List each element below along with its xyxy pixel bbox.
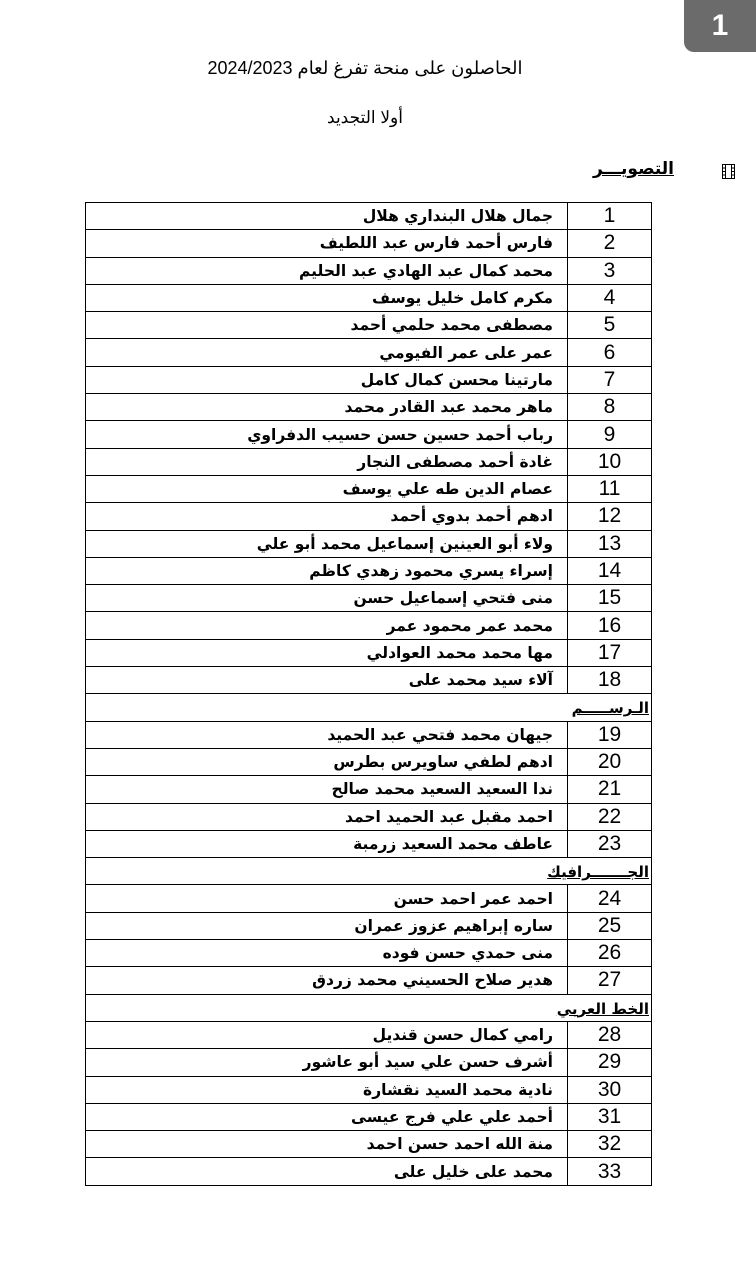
grantee-name: عصام الدين طه علي يوسف <box>86 475 568 502</box>
grantee-name: ادهم أحمد بدوي أحمد <box>86 503 568 530</box>
section-row <box>86 858 652 885</box>
section-heading-photography: التصويـــر <box>593 159 674 179</box>
table-row <box>86 339 652 366</box>
document-title: الحاصلون على منحة تفرغ لعام 2024/2023 <box>207 58 523 78</box>
table-row <box>86 530 652 557</box>
section-row <box>86 994 652 1021</box>
row-number: 26 <box>568 940 652 967</box>
grantee-name: احمد مقبل عبد الحميد احمد <box>86 803 568 830</box>
table-row <box>86 885 652 912</box>
row-number: 13 <box>568 530 652 557</box>
table-row <box>86 284 652 311</box>
row-number: 21 <box>568 776 652 803</box>
table-row <box>86 557 652 584</box>
row-number: 2 <box>568 230 652 257</box>
table-row <box>86 366 652 393</box>
grantee-name: غادة أحمد مصطفى النجار <box>86 448 568 475</box>
row-number: 27 <box>568 967 652 994</box>
row-number: 18 <box>568 667 652 694</box>
grantee-name: محمد على خليل على <box>86 1158 568 1185</box>
row-number: 31 <box>568 1103 652 1130</box>
grantee-name: احمد عمر احمد حسن <box>86 885 568 912</box>
row-number: 16 <box>568 612 652 639</box>
table-row <box>86 1049 652 1076</box>
row-number: 32 <box>568 1131 652 1158</box>
table-row <box>86 503 652 530</box>
grantee-name: عمر على عمر الفيومي <box>86 339 568 366</box>
grantee-name: أشرف حسن علي سيد أبو عاشور <box>86 1049 568 1076</box>
row-number: 4 <box>568 284 652 311</box>
table-row <box>86 940 652 967</box>
table-row <box>86 612 652 639</box>
row-number: 30 <box>568 1076 652 1103</box>
row-number: 23 <box>568 830 652 857</box>
section-cell <box>86 694 652 721</box>
table-row <box>86 803 652 830</box>
section-cell <box>86 994 652 1021</box>
table-row <box>86 1021 652 1048</box>
table-row <box>86 967 652 994</box>
table-row <box>86 667 652 694</box>
grantee-name: إسراء يسري محمود زهدي كاظم <box>86 557 568 584</box>
row-number: 20 <box>568 748 652 775</box>
grantee-name: رباب أحمد حسين حسن حسيب الدفراوي <box>86 421 568 448</box>
table-row <box>86 394 652 421</box>
row-number: 9 <box>568 421 652 448</box>
grantee-name: منى فتحي إسماعيل حسن <box>86 585 568 612</box>
table-row <box>86 203 652 230</box>
film-icon <box>722 164 735 179</box>
table-row <box>86 1131 652 1158</box>
row-number: 10 <box>568 448 652 475</box>
row-number: 19 <box>568 721 652 748</box>
table-row <box>86 721 652 748</box>
grantee-name: مصطفى محمد حلمي أحمد <box>86 312 568 339</box>
row-number: 12 <box>568 503 652 530</box>
table-row <box>86 776 652 803</box>
grantees-table <box>85 202 652 1186</box>
section-heading: الـرســـــم <box>571 699 649 718</box>
grantee-name: منة الله احمد حسن احمد <box>86 1131 568 1158</box>
grantee-name: ماهر محمد عبد القادر محمد <box>86 394 568 421</box>
row-number: 5 <box>568 312 652 339</box>
grantee-name: أحمد علي علي فرج عيسى <box>86 1103 568 1130</box>
row-number: 17 <box>568 639 652 666</box>
table-row <box>86 1103 652 1130</box>
page-number-badge: 1 <box>684 0 756 52</box>
section-row <box>86 694 652 721</box>
table-row <box>86 475 652 502</box>
grantee-name: نادية محمد السيد نقشارة <box>86 1076 568 1103</box>
row-number: 6 <box>568 339 652 366</box>
row-number: 11 <box>568 475 652 502</box>
row-number: 7 <box>568 366 652 393</box>
table-row <box>86 830 652 857</box>
row-number: 1 <box>568 203 652 230</box>
grantee-name: عاطف محمد السعيد زرمبة <box>86 830 568 857</box>
row-number: 15 <box>568 585 652 612</box>
grantee-name: منى حمدي حسن فوده <box>86 940 568 967</box>
document-subtitle: أولا التجديد <box>327 108 403 127</box>
grantee-name: ادهم لطفي ساويرس بطرس <box>86 748 568 775</box>
row-number: 29 <box>568 1049 652 1076</box>
table-row <box>86 421 652 448</box>
grantee-name: فارس أحمد فارس عبد اللطيف <box>86 230 568 257</box>
grantee-name: محمد كمال عبد الهادي عبد الحليم <box>86 257 568 284</box>
grantee-name: رامي كمال حسن قنديل <box>86 1021 568 1048</box>
grantee-name: ولاء أبو العينين إسماعيل محمد أبو علي <box>86 530 568 557</box>
section-cell <box>86 858 652 885</box>
row-number: 3 <box>568 257 652 284</box>
row-number: 25 <box>568 912 652 939</box>
section-heading: الجـــــــرافيك <box>547 863 649 882</box>
grantee-name: ندا السعيد السعيد محمد صالح <box>86 776 568 803</box>
table-row <box>86 230 652 257</box>
grantee-name: محمد عمر محمود عمر <box>86 612 568 639</box>
table-row <box>86 257 652 284</box>
grantee-name: هدير صلاح الحسيني محمد زردق <box>86 967 568 994</box>
grantee-name: مكرم كامل خليل يوسف <box>86 284 568 311</box>
row-number: 33 <box>568 1158 652 1185</box>
grantee-name: جمال هلال البنداري هلال <box>86 203 568 230</box>
grantee-name: جيهان محمد فتحي عبد الحميد <box>86 721 568 748</box>
row-number: 8 <box>568 394 652 421</box>
row-number: 28 <box>568 1021 652 1048</box>
grantee-name: ساره إبراهيم عزوز عمران <box>86 912 568 939</box>
table-row <box>86 585 652 612</box>
table-row <box>86 312 652 339</box>
table-row <box>86 639 652 666</box>
grantee-name: آلاء سيد محمد على <box>86 667 568 694</box>
table-row <box>86 448 652 475</box>
row-number: 22 <box>568 803 652 830</box>
table-row <box>86 1076 652 1103</box>
row-number: 24 <box>568 885 652 912</box>
section-heading: الخط العربي <box>556 999 649 1018</box>
table-row <box>86 748 652 775</box>
row-number: 14 <box>568 557 652 584</box>
grantee-name: مارتينا محسن كمال كامل <box>86 366 568 393</box>
grantee-name: مها محمد محمد العوادلي <box>86 639 568 666</box>
table-row <box>86 912 652 939</box>
table-row <box>86 1158 652 1185</box>
